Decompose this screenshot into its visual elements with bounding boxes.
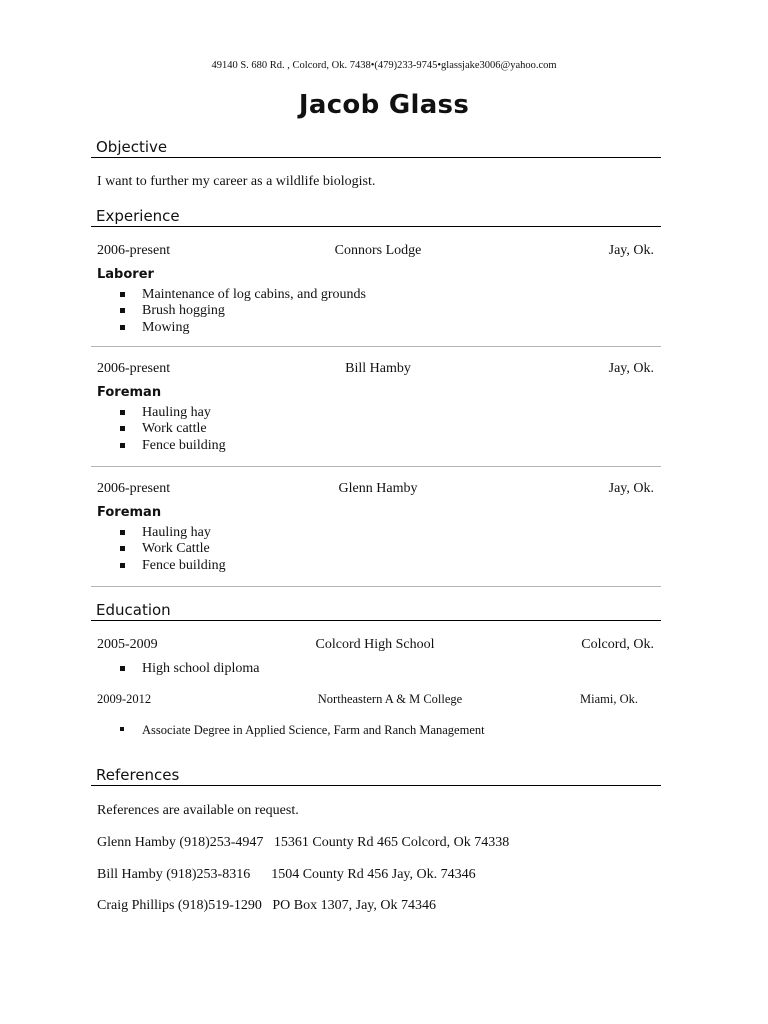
bullet-icon [120, 308, 125, 313]
school-2-location: Miami, Ok. [580, 692, 638, 706]
school-2-items [118, 722, 485, 738]
reference-2: Bill Hamby (918)253-8316 1504 County Rd 456 Jay, Ok. 74346 [97, 867, 476, 882]
list-item: Maintenance of log cabins, and grounds [118, 287, 366, 303]
job-2-dates: 2006-present [97, 361, 171, 376]
job-3-dates: 2006-present [97, 481, 171, 496]
bullet-icon [120, 426, 125, 431]
objective-text: I want to further my career as a wildlife biologist. [97, 174, 376, 189]
education-rule [91, 620, 661, 621]
bullet-icon [120, 563, 125, 568]
list-item: Associate Degree in Applied Science, Farm and Ranch Management [118, 722, 485, 738]
job-2-location: Jay, Ok. [608, 361, 654, 376]
job-divider [91, 466, 661, 467]
job-3-duties [118, 525, 226, 574]
job-2-employer: Bill Hamby [345, 361, 411, 376]
bullet-icon [120, 292, 125, 297]
list-item: Hauling hay [118, 525, 226, 541]
job-3-location: Jay, Ok. [608, 481, 654, 496]
list-item: Work cattle [118, 421, 226, 437]
objective-heading: Objective [96, 138, 168, 156]
job-3-employer: Glenn Hamby [338, 481, 418, 496]
school-1-location: Colcord, Ok. [581, 637, 654, 652]
job-2-duties [118, 405, 226, 454]
bullet-icon [120, 666, 125, 671]
contact-line: 49140 S. 680 Rd. , Colcord, Ok. 7438•(479)233-9745•glassjake3006@yahoo.com [211, 60, 557, 71]
experience-rule [91, 226, 661, 227]
bullet-icon [120, 546, 125, 551]
job-1-employer: Connors Lodge [334, 243, 422, 258]
bullet-icon [120, 325, 125, 330]
school-2-name: Northeastern A & M College [317, 692, 463, 706]
list-item: Brush hogging [118, 303, 366, 319]
school-1-dates: 2005-2009 [97, 637, 158, 652]
job-divider [91, 586, 661, 587]
bullet-icon [120, 530, 125, 535]
school-1-items [118, 661, 259, 677]
job-1-duties [118, 287, 366, 336]
job-1-dates: 2006-present [97, 243, 171, 258]
objective-rule [91, 157, 661, 158]
bullet-icon [120, 727, 124, 731]
reference-1: Glenn Hamby (918)253-4947 15361 County Rd 465 Colcord, Ok 74338 [97, 835, 510, 850]
job-1-location: Jay, Ok. [608, 243, 654, 258]
list-item: Fence building [118, 438, 226, 454]
school-2-dates: 2009-2012 [97, 692, 152, 706]
job-1-role: Laborer [97, 267, 154, 282]
references-heading: References [96, 766, 180, 784]
candidate-name: Jacob Glass [298, 90, 470, 120]
job-3-role: Foreman [97, 505, 162, 520]
reference-3: Craig Phillips (918)519-1290 PO Box 1307, Jay, Ok 74346 [97, 898, 436, 913]
job-2-role: Foreman [97, 385, 162, 400]
list-item: High school diploma [118, 661, 259, 677]
references-rule [91, 785, 661, 786]
list-item: Work Cattle [118, 541, 226, 557]
references-note: References are available on request. [97, 803, 299, 818]
bullet-icon [120, 443, 125, 448]
school-1-name: Colcord High School [315, 637, 435, 652]
job-divider [91, 346, 661, 347]
list-item: Hauling hay [118, 405, 226, 421]
list-item: Mowing [118, 320, 366, 336]
list-item: Fence building [118, 558, 226, 574]
bullet-icon [120, 410, 125, 415]
experience-heading: Experience [96, 207, 180, 225]
education-heading: Education [96, 601, 171, 619]
